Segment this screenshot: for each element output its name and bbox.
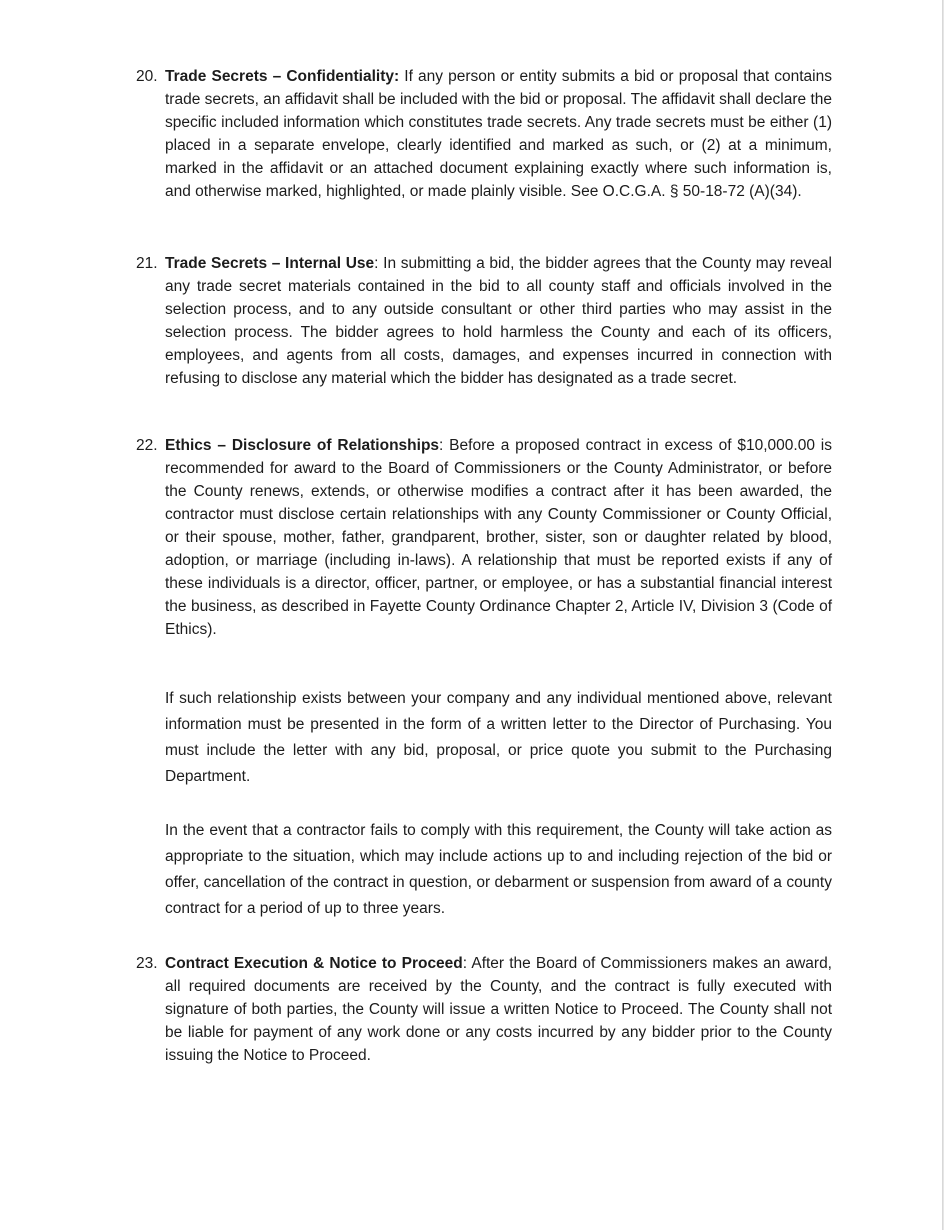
- section-text: : Before a proposed contract in excess of $10,000.00 is recommended for award to the Board of Commissioners or the County Administrator, or before the County renews, extends, or otherwise modifies a contract after it has been awarded, the contractor must disclose certain relationships with any County Commissioner or County Official, or their spouse, mother, father, grandparent, brother, sister, son or daughter related by blood, adoption, or marriage (including in-laws). A relationship that must be reported exists if any of these individuals is a director, officer, partner, or employee, or has a substantial financial interest the business, as described in Fayette County Ordinance Chapter 2, Article IV, Division 3 (Code of Ethics).: [165, 437, 832, 638]
- section-21: [136, 252, 832, 390]
- section-number: 20.: [136, 68, 158, 85]
- section-heading: Trade Secrets – Confidentiality:: [165, 68, 400, 85]
- section-number: 23.: [136, 955, 158, 972]
- section-number: 22.: [136, 437, 158, 454]
- section-20: [136, 65, 832, 203]
- section-heading: Ethics – Disclosure of Relationships: [165, 437, 440, 454]
- section-text: : After the Board of Commissioners makes an award, all required documents are received by the County, and the contract is fully executed with signature of both parties, the County will issue a written Notice to Proceed. The County shall not be liable for payment of any work done or any costs incurred by any bidder prior to the County issuing the Notice to Proceed.: [165, 955, 832, 1064]
- section-body: [165, 434, 832, 641]
- section-number: 21.: [136, 255, 158, 272]
- section-body: [165, 252, 832, 390]
- section-22-paragraph-2: If such relationship exists between your company and any individual mentioned above, relevant information must be presented in the form of a written letter to the Director of Purchasing. You must include the letter with any bid, proposal, or price quote you submit to the Purchasing Department.: [165, 690, 832, 785]
- section-heading: Contract Execution & Notice to Proceed: [165, 955, 463, 972]
- section-body: [165, 65, 832, 203]
- section-23: [136, 952, 832, 1067]
- section-22: [136, 434, 832, 641]
- section-body: [165, 952, 832, 1067]
- section-text: If any person or entity submits a bid or proposal that contains trade secrets, an affidavit shall be included with the bid or proposal. The affidavit shall declare the specific included information which constitutes trade secrets. Any trade secrets must be either (1) placed in a separate envelope, clearly identified and marked as such, or (2) at a minimum, marked in the affidavit or an attached document explaining exactly where such information is, and otherwise marked, highlighted, or made plainly visible. See O.C.G.A. § 50-18-72 (A)(34).: [165, 68, 832, 200]
- section-22-paragraph-3: In the event that a contractor fails to comply with this requirement, the County will take action as appropriate to the situation, which may include actions up to and including rejection of the bid or offer, cancellation of the contract in question, or debarment or suspension from award of a county contract for a period of up to three years.: [165, 822, 832, 917]
- section-text: : In submitting a bid, the bidder agrees that the County may reveal any trade secret materials contained in the bid to all county staff and officials involved in the selection process, and to any outside consultant or other third parties who may assist in the selection process. The bidder agrees to hold harmless the County and each of its officers, employees, and agents from all costs, damages, and expenses incurred in connection with refusing to disclose any material which the bidder has designated as a trade secret.: [165, 255, 832, 387]
- page-edge-line: [942, 0, 944, 1230]
- section-heading: Trade Secrets – Internal Use: [165, 255, 375, 272]
